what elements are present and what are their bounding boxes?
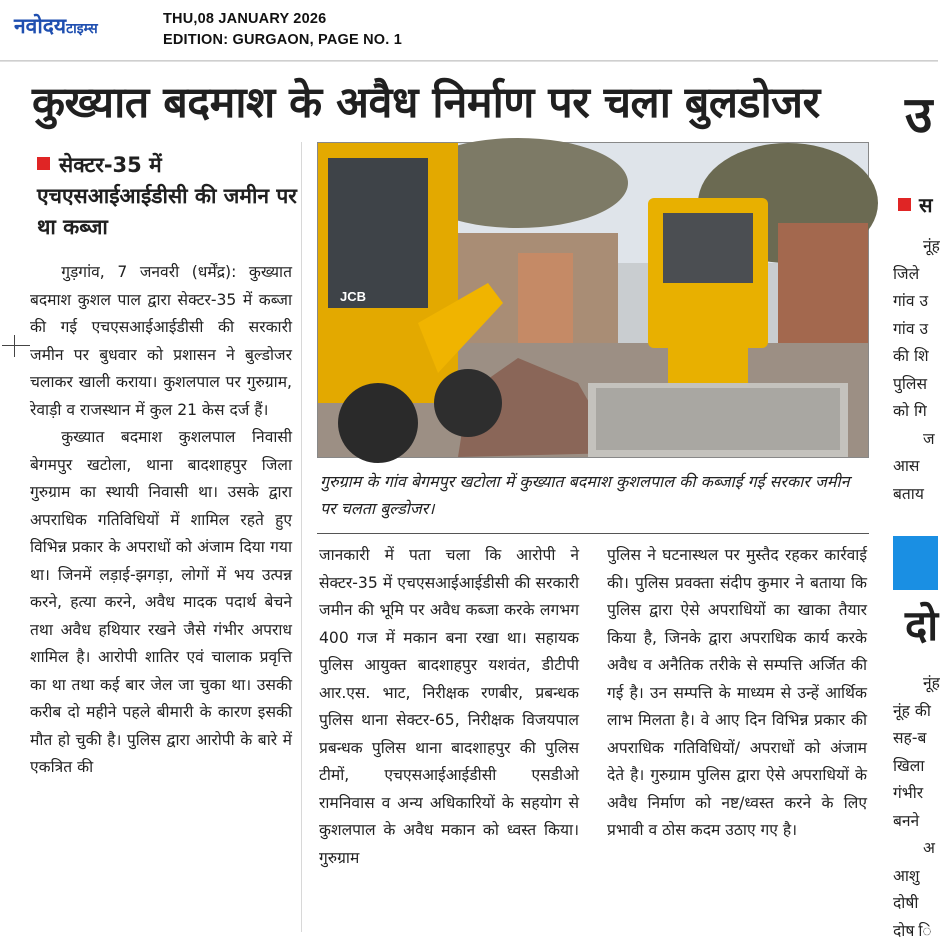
- adjacent-headline-fragment: उ: [905, 86, 933, 144]
- subhead-text: सेक्टर-35 में एचएसआईआईडीसी की जमीन पर था कब्जा: [37, 153, 297, 239]
- article-column-2: [319, 542, 579, 872]
- line: दोष ि: [893, 921, 932, 940]
- line: ज: [923, 429, 935, 448]
- line: सह-ब: [893, 729, 927, 747]
- masthead: [0, 0, 938, 61]
- paragraph: पुलिस ने घटनास्थल पर मुस्तैद रहकर कार्रवाई की। पुलिस प्रवक्ता संदीप कुमार ने बताया कि पुलिस द्वारा ऐसे अपराधियों का खाका तैयार किया है, जिनके द्वारा अपराधिक कार्य करके अवैध व अनैतिक तरीके से सम्पत्ति अर्जित की गई है। उन सम्पत्ति के माध्यम से उन्हें आर्थिक लाभ मिलता है। वे आए दिन विभिन्न प्रकार की अपराधिक गतिविधियों/ अपराधों को अंजाम देते है। गुरुग्राम पुलिस द्वारा ऐसे अपराधियों के अवैध निर्माण को नष्ट/ध्वस्त करने के लिए प्रभावी व ठोस कदम उठाए गए है।: [607, 546, 867, 839]
- crop-mark: [2, 345, 30, 346]
- line: बनने: [893, 811, 920, 830]
- article-subhead: [37, 150, 299, 243]
- article-column-3: [607, 542, 867, 845]
- line: गंभीर: [893, 784, 924, 802]
- adjacent-headline2-fragment: दो: [905, 601, 939, 650]
- bulldozer-photo-graphic: [318, 143, 868, 457]
- edition-line: EDITION: GURGAON, PAGE NO. 1: [163, 32, 402, 48]
- line: गांव उ: [893, 292, 928, 310]
- line: खिला: [893, 756, 925, 775]
- divider: [0, 61, 938, 62]
- red-bullet-icon: [37, 157, 50, 170]
- adjacent-subhead-fragment: स: [898, 190, 938, 220]
- line: नूंह: [923, 237, 940, 255]
- line: बताय: [893, 484, 924, 503]
- article-column-1: [30, 259, 292, 782]
- line: नूंह की: [893, 701, 931, 720]
- paragraph: जानकारी में पता चला कि आरोपी ने सेक्टर-35 में एचएसआईआईडीसी की सरकारी जमीन की भूमि पर अवैध कब्जा करके लगभग 400 गज में मकान बना रखा था। सहायक पुलिस आयुक्त बादशाहपुर यशवंत, डीटीपी आर.एस. भाट, निरीक्षक रणबीर, प्रबन्धक पुलिस थाना सेक्टर-65, निरीक्षक विजयपाल प्रबन्धक पुलिस थाना बादशाहपुर की पुलिस टीमों, एचएसआईआईडीसी एसडीओ रामनिवास व अन्य अधिकारियों के सहयोग से कुशलपाल के अवैध मकान को ध्वस्त किया। गुरुग्राम: [319, 546, 579, 867]
- line: को गि: [893, 402, 927, 420]
- line: नूंह: [923, 674, 940, 692]
- line: आस: [893, 457, 920, 475]
- adjacent-column-bottom: [893, 670, 938, 945]
- line: जिले: [893, 264, 920, 283]
- line: अ: [923, 839, 935, 857]
- date-line: THU,08 JANUARY 2026: [163, 11, 327, 27]
- line: आशु: [893, 866, 920, 885]
- newspaper-logo[interactable]: [14, 12, 98, 40]
- crop-mark-vertical: [14, 335, 15, 357]
- caption-rule: [317, 533, 869, 534]
- line: दोषी: [893, 894, 919, 912]
- red-bullet-icon: [898, 198, 911, 211]
- paragraph: कुख्यात बदमाश कुशलपाल निवासी बेगमपुर खटोला, थाना बादशाहपुर जिला गुरुग्राम का स्थायी निवासी था। उसके द्वारा अपराधिक गतिविधियों में शामिल रहते हुए विभिन्न प्रकार के अपराधों को अंजाम दिया गया था। जिनमें लड़ाई-झगड़ा, लोगों में भय उत्पन्न करने, हत्या करने, अवैध मादक पदार्थ बेचने तथा अवैध हथियार रखने जैसे गंभीर अपराध शामिल है। आरोपी शातिर एवं चालाक प्रवृत्ति का था तथा कई बार जेल जा चुका था। उसकी करीब दो महीने पहले बीमारी के कारण इसकी मौत हो चुकी है। पुलिस द्वारा आरोपी के बारे में एकत्रित की: [30, 428, 292, 776]
- logo-main: नवोदय: [14, 14, 67, 38]
- line: की शि: [893, 347, 929, 365]
- photo-label: JCB: [340, 289, 367, 304]
- logo-sub: टाइम्स: [66, 21, 98, 37]
- line: पुलिस: [893, 374, 928, 393]
- article-headline: कुख्यात बदमाश के अवैध निर्माण पर चला बुलडोजर: [32, 78, 820, 128]
- adjacent-column-top: [893, 233, 938, 511]
- column-divider: [301, 142, 302, 932]
- edition-info: [163, 9, 402, 51]
- line: गांव उ: [893, 319, 928, 338]
- photo-caption: गुरुग्राम के गांव बेगमपुर खटोला में कुख्यात बदमाश कुशलपाल की कब्जाई गई सरकार जमीन पर चलता बुल्डोजर।: [320, 472, 850, 518]
- paragraph: गुड़गांव, 7 जनवरी (धर्मेंद्र): कुख्यात बदमाश कुशल पाल द्वारा सेक्टर-35 में कब्जा की गई एचएसआईआईडीसी की सरकारी जमीन पर बुधवार को प्रशासन ने बुल्डोजर चलाकर खाली कराया। कुशलपाल पर गुरुग्राम, रेवाड़ी व राजस्थान में कुल 21 केस दर्ज हैं।: [30, 263, 292, 419]
- article-photo[interactable]: [317, 142, 869, 458]
- adjacent-color-box: [893, 536, 938, 590]
